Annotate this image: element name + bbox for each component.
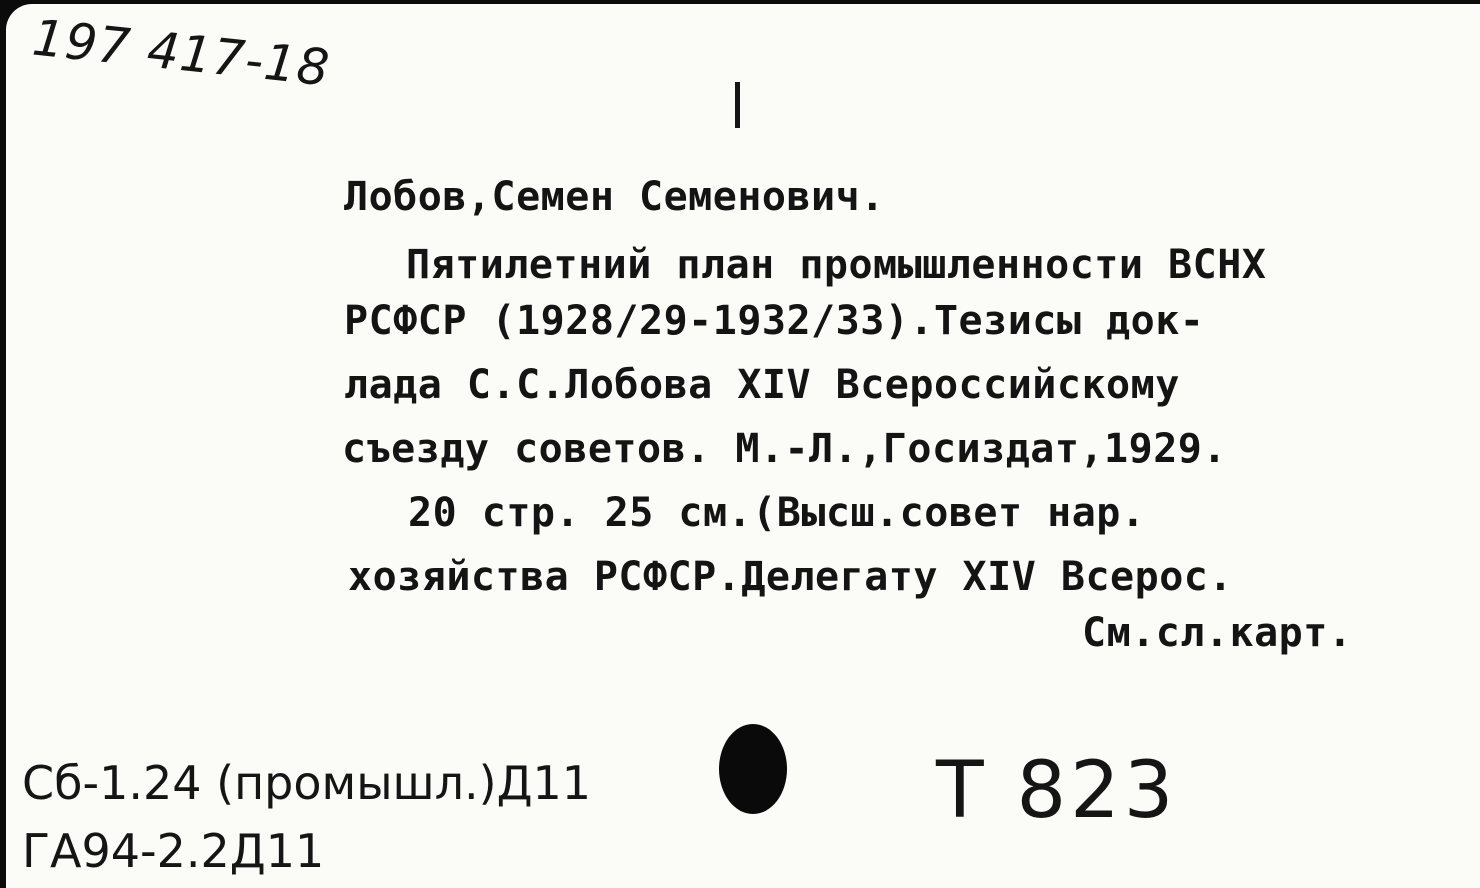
shelf-mark: Т 823 bbox=[936, 746, 1178, 836]
call-number-handwritten: 197 417-18 bbox=[29, 8, 333, 98]
catalog-card bbox=[6, 4, 1480, 888]
entry-line-7: См.сл.карт. bbox=[1082, 610, 1353, 656]
entry-line-1: Пятилетний план промышленности ВСНХ bbox=[406, 242, 1267, 288]
classification-line-2: ГА94-2.2Д11 bbox=[22, 824, 325, 878]
entry-line-3: лада С.С.Лобова XIV Всероссийскому bbox=[344, 362, 1180, 408]
entry-line-6: хозяйства РСФСР.Делегату XIV Всерос. bbox=[348, 554, 1233, 600]
tab-mark bbox=[735, 82, 740, 128]
punch-hole bbox=[719, 724, 787, 814]
entry-line-5: 20 стр. 25 см.(Высш.совет нар. bbox=[408, 490, 1146, 536]
entry-line-2: РСФСР (1928/29-1932/33).Тезисы док- bbox=[344, 298, 1205, 344]
classification-line-1: Cб-1.24 (промышл.)Д11 bbox=[22, 756, 592, 810]
entry-line-4: съезду советов. М.-Л.,Госиздат,1929. bbox=[342, 426, 1227, 472]
author-line: Лобов,Семен Семенович. bbox=[344, 174, 885, 220]
